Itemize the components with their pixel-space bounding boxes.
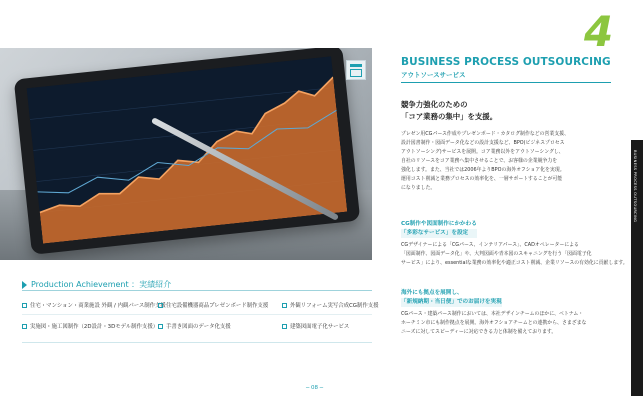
company-logo-icon [346,60,366,80]
achievement-item: 建築図面電子化サービス [282,322,349,330]
triangle-arrow-icon [22,281,27,289]
achievement-item: 実施図・施工図制作（2D設計・3Dモデル制作支援） [22,322,158,330]
lead-heading: 競争力強化のための 「コア業務の集中」を支援。 [401,100,498,121]
checkbox-icon [22,303,27,308]
tablet-screen [27,56,348,243]
section-number-4 [578,8,618,52]
achievement-divider [22,290,372,291]
title-divider [401,82,611,83]
tablet-device [14,48,361,255]
section1-heading: CG制作や図面制作にかかわる 「多彩なサービス」を設定 [401,221,477,236]
checkbox-icon [158,324,163,329]
trading-chart-photo [0,48,372,260]
side-tab-label: BUSINESS PROCESS OUTSOURCING [633,150,637,223]
checkbox-icon [22,324,27,329]
section2-heading: 海外にも拠点を展開し、 「新規納期・当日便」でのお届けを実現 [401,290,502,305]
achievement-title: Production Achievement ：実績紹介 [22,279,171,290]
achievement-item: 外観リフォーム実写合成CG制作支援 [282,301,379,309]
intro-paragraph: プレゼン用CGパース作成やプレゼンボード・カタログ制作などの営業支援、 設計図書制作・図面データ化などの設計支援など、BPO(ビジネスプロセス アウトソーシング)サービスを展開。コア業務以外をアウトソーシングし、 自社のリソースをコア業務へ集中させることで、お客様の企業競争力を 強化します。また、当社では2006年よりBPOの海外オフショア化を実現。 運用コスト削減と業務プロセスの効率化を、一層サポートすることが可能 になりました。 [401,131,569,191]
section-subtitle: アウトソースサービス [401,71,466,79]
section-title: BUSINESS PROCESS OUTSOURCING [401,56,611,68]
section1-paragraph: CGデザイナーによる「CGパース、インテリアパース」、CADオペレーターによる 「図面制作、図面データ化」や、大判図面や青本図のスキャニングを行う「図面電子化 サービス」により、essentialな業務の効率化や適正コスト削減、企業リソースの有効化に貢献します。 [401,242,628,266]
checkbox-icon [282,324,287,329]
checkbox-icon [282,303,287,308]
achievement-row-divider [22,314,372,315]
stock-chart-graphic [27,56,348,243]
checkbox-icon [158,303,163,308]
achievement-item: 住宅設備機器商品プレゼンボード制作支援 [158,301,268,309]
achievement-item: 住宅・マンション・商業施設 外観 / 内観パース制作支援 [22,301,166,309]
achievement-bottom-divider [22,342,372,343]
page-number: ─ 08 ─ [306,385,324,391]
achievement-item: 手書き図面のデータ化支援 [158,322,231,330]
section2-paragraph: CGパース・建築パース制作においては、本社デザインチームのほかに、ベトナム・ ホーチミン市にも制作拠点を展開。海外オフショアチームとの連携から、さまざまな ニーズに対してスピーディーに対応できる力と体制を備えております。 [401,311,587,335]
section-number-text: 4 [584,8,614,52]
